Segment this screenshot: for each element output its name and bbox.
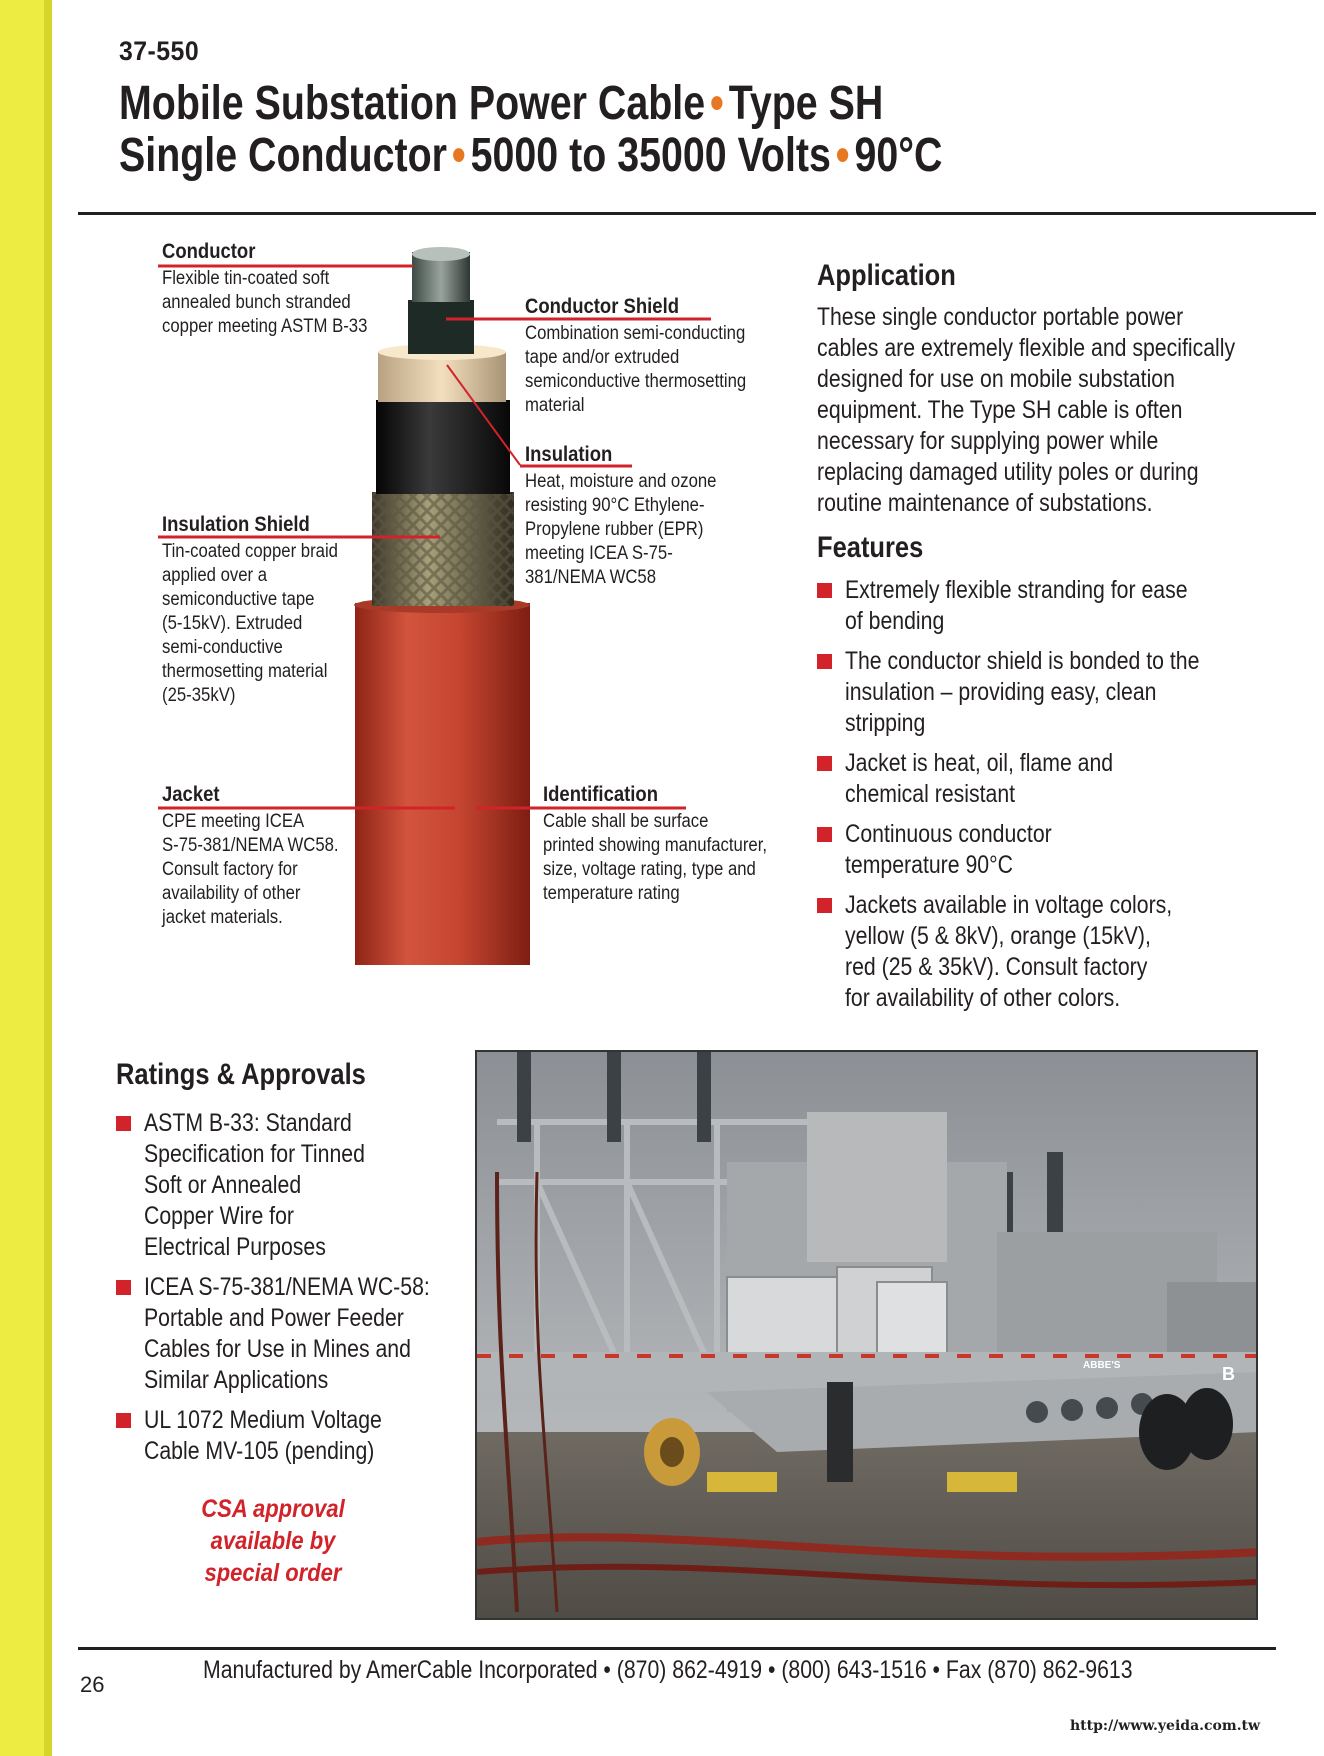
- rating-line: Specification for Tinned: [144, 1140, 365, 1168]
- callout-line: Propylene rubber (EPR): [525, 519, 704, 540]
- callout-conductor-shield: [525, 295, 746, 418]
- callout-line: applied over a: [162, 565, 268, 586]
- callout-line: Flexible tin-coated soft: [162, 268, 330, 289]
- page-title-line2: Single Conductor • 5000 to 35000 Volts • 90°C: [119, 129, 943, 182]
- red-square-bullet-icon: [817, 827, 832, 842]
- feature-line: The conductor shield is bonded to the: [845, 647, 1200, 675]
- callout-line: 381/NEMA WC58: [525, 567, 657, 588]
- callout-heading: Insulation: [525, 443, 613, 466]
- callout-heading: Conductor: [162, 240, 256, 263]
- callout-line: CPE meeting ICEA: [162, 811, 305, 832]
- csa-line: available by: [210, 1527, 336, 1555]
- feature-line: yellow (5 & 8kV), orange (15kV),: [845, 922, 1151, 950]
- mobile-substation-photo: [475, 1050, 1258, 1620]
- application-line: equipment. The Type SH cable is often: [817, 396, 1183, 424]
- feature-line: Jackets available in voltage colors,: [845, 891, 1173, 919]
- feature-line: Extremely flexible stranding for ease: [845, 576, 1188, 604]
- callout-heading: Insulation Shield: [162, 513, 310, 536]
- callout-line: semi-conductive: [162, 637, 283, 658]
- callout-line: Tin-coated copper braid: [162, 541, 338, 562]
- rating-line: Copper Wire for: [144, 1202, 294, 1230]
- trailer-mark: B: [1222, 1364, 1235, 1384]
- ratings-list: [116, 1108, 480, 1476]
- rating-line: ICEA S-75-381/NEMA WC-58:: [144, 1273, 430, 1301]
- page-number: 26: [80, 1672, 105, 1697]
- callout-conductor: [162, 240, 367, 339]
- feature-line: stripping: [845, 709, 926, 737]
- callout-identification: [543, 783, 767, 906]
- callout-line: semiconductive thermosetting: [525, 371, 747, 392]
- callout-line: meeting ICEA S-75-: [525, 543, 673, 564]
- callout-line: S-75-381/NEMA WC58.: [162, 835, 339, 856]
- callout-heading: Conductor Shield: [525, 295, 679, 318]
- feature-line: temperature 90°C: [845, 851, 1013, 879]
- website-url: http://www.yeida.com.tw: [1070, 1718, 1261, 1734]
- callout-line: thermosetting material: [162, 661, 328, 682]
- callout-line: temperature rating: [543, 883, 680, 904]
- red-square-bullet-icon: [817, 583, 832, 598]
- page-title-line1: Mobile Substation Power Cable • Type SH: [119, 77, 884, 130]
- footer-manufacturer-contact: Manufactured by AmerCable Incorporated • (870) 862-4919 • (800) 643-1516 • Fax (870) 862-9613: [203, 1656, 1133, 1684]
- callout-insulation-shield: [162, 513, 338, 708]
- callout-line: (5-15kV). Extruded: [162, 613, 303, 634]
- feature-item: [817, 748, 1262, 810]
- feature-item: [817, 890, 1262, 1014]
- rating-line: UL 1072 Medium Voltage: [144, 1406, 382, 1434]
- application-line: replacing damaged utility poles or during: [817, 458, 1199, 486]
- rating-line: Portable and Power Feeder: [144, 1304, 404, 1332]
- application-line: necessary for supplying power while: [817, 427, 1159, 455]
- rating-item: [116, 1405, 480, 1467]
- callout-line: size, voltage rating, type and: [543, 859, 756, 880]
- rating-line: ASTM B-33: Standard: [144, 1109, 352, 1137]
- application-text: [817, 302, 1235, 519]
- callout-line: (25-35kV): [162, 685, 236, 706]
- callout-insulation: [525, 443, 716, 590]
- feature-line: chemical resistant: [845, 780, 1016, 808]
- csa-line: special order: [204, 1559, 342, 1587]
- feature-line: insulation – providing easy, clean: [845, 678, 1157, 706]
- rating-line: Cables for Use in Mines and: [144, 1335, 411, 1363]
- callout-line: Heat, moisture and ozone: [525, 471, 717, 492]
- red-square-bullet-icon: [116, 1116, 131, 1131]
- product-code: 37-550: [119, 36, 200, 66]
- application-line: cables are extremely flexible and specifically: [817, 334, 1236, 362]
- callout-line: resisting 90°C Ethylene-: [525, 495, 705, 516]
- feature-line: for availability of other colors.: [845, 984, 1121, 1012]
- bottom-divider: [78, 1647, 1276, 1650]
- callout-line: material: [525, 395, 585, 416]
- rating-line: Similar Applications: [144, 1366, 329, 1394]
- callout-line: semiconductive tape: [162, 589, 315, 610]
- top-divider: [78, 212, 1316, 215]
- feature-item: [817, 646, 1262, 739]
- application-line: These single conductor portable power: [817, 303, 1184, 331]
- callout-line: annealed bunch stranded: [162, 292, 351, 313]
- red-square-bullet-icon: [817, 898, 832, 913]
- feature-item: [817, 575, 1262, 637]
- csa-line: CSA approval: [201, 1495, 345, 1523]
- callout-line: Cable shall be surface: [543, 811, 709, 832]
- csa-approval-note: [181, 1493, 366, 1589]
- rating-line: Electrical Purposes: [144, 1233, 326, 1261]
- callout-line: printed showing manufacturer,: [543, 835, 768, 856]
- callout-line: copper meeting ASTM B-33: [162, 316, 368, 337]
- red-square-bullet-icon: [817, 756, 832, 771]
- callout-jacket: [162, 783, 339, 930]
- feature-line: of bending: [845, 607, 945, 635]
- yellow-side-band: [0, 0, 52, 1756]
- feature-item: [817, 819, 1262, 881]
- red-square-bullet-icon: [817, 654, 832, 669]
- application-line: designed for use on mobile substation: [817, 365, 1175, 393]
- callout-line: jacket materials.: [162, 907, 283, 928]
- feature-line: red (25 & 35kV). Consult factory: [845, 953, 1148, 981]
- callout-line: tape and/or extruded: [525, 347, 680, 368]
- callout-line: availability of other: [162, 883, 301, 904]
- rating-line: Cable MV-105 (pending): [144, 1437, 375, 1465]
- application-heading: Application: [817, 259, 956, 292]
- feature-line: Continuous conductor: [845, 820, 1052, 848]
- callout-line: Consult factory for: [162, 859, 298, 880]
- mobile-substation-illustration: [477, 1052, 1258, 1620]
- rating-line: Soft or Annealed: [144, 1171, 302, 1199]
- application-line: routine maintenance of substations.: [817, 489, 1153, 517]
- features-heading: Features: [817, 531, 924, 564]
- callout-heading: Jacket: [162, 783, 220, 806]
- callout-heading: Identification: [543, 783, 658, 806]
- rating-item: [116, 1272, 480, 1396]
- red-square-bullet-icon: [116, 1413, 131, 1428]
- red-square-bullet-icon: [116, 1280, 131, 1295]
- feature-line: Jacket is heat, oil, flame and: [845, 749, 1114, 777]
- ratings-heading: Ratings & Approvals: [116, 1058, 366, 1091]
- rating-item: [116, 1108, 480, 1263]
- trailer-label: ABBE'S: [1083, 1360, 1121, 1371]
- features-list: [817, 575, 1262, 1023]
- callout-line: Combination semi-conducting: [525, 323, 746, 344]
